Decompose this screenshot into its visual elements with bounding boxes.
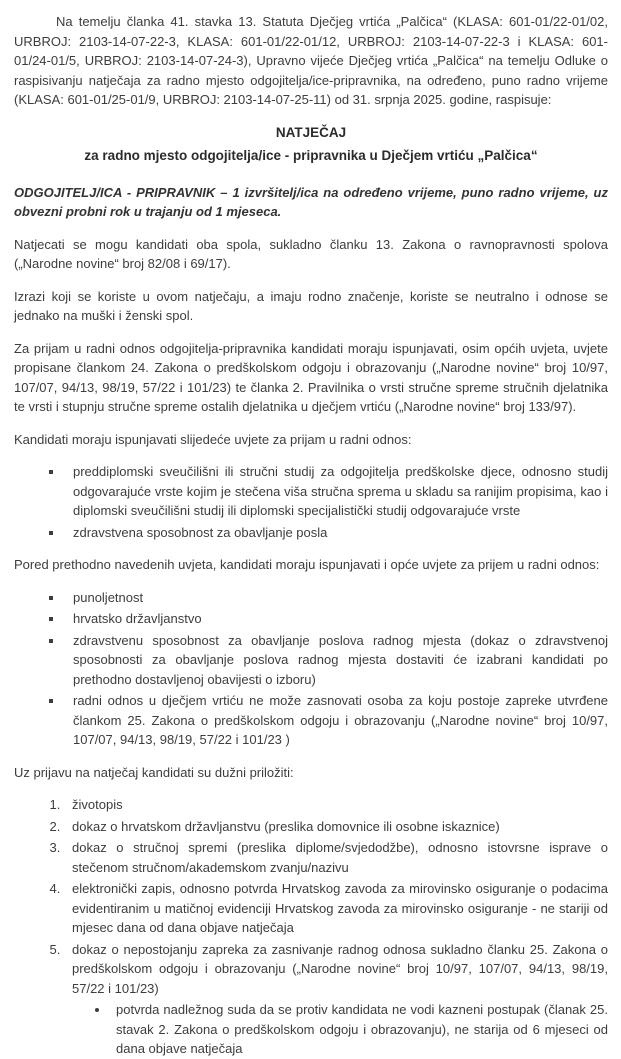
list-item: ▪ zdravstvenu sposobnost za obavljanje poslova radnog mjesta (dokaz o zdravstvenoj sposobnosti za obavljanje poslova radnog mjesta dostaviti će izabrani kandidati po prethodno dostavljenoj obavijesti o izboru)	[64, 631, 608, 690]
page-subtitle: za radno mjesto odgojitelja/ice - pripravnika u Dječjem vrtiću „Palčica“	[84, 148, 538, 163]
paragraph-conditions-reference: Za prijam u radni odnos odgojitelja-pripravnika kandidati moraju ispunjavati, osim općih uvjeta, uvjete propisane člankom 24. Zakona o predškolskom odgoju i obrazovanju („Narodne novine“ broj 10/97, 107/07, 94/13, 98/19, 57/22 i 101/23) te članka 2. Pravilnika o vrsti stručne spreme stručnih djelatnika te vrsti i stupnju stručne spreme ostalih djelatnika u dječjem vrtiću („Narodne novine“ broj 133/97).	[14, 340, 608, 414]
attachments-intro: Uz prijavu na natječaj kandidati su dužni priložiti:	[14, 764, 294, 780]
list-item	[64, 795, 608, 815]
list-item: ▪ preddiplomski sveučilišni ili stručni studij za odgojitelja predškolske djece, odnosno studij odgovarajuće vrste kojim je stečena viša stručna sprema u skladu sa ranijim propisima, kao i diplomski sveučilišni studij ili diplomski specijalistički studij odgovarajuće vrste	[64, 462, 608, 521]
list-item	[64, 817, 608, 837]
list-item	[64, 940, 608, 1059]
list-item: ▪ punoljetnost	[64, 588, 608, 608]
list-item-text: dokaz o hrvatskom državljanstvu (preslika domovnice ili osobne iskaznice)	[72, 818, 500, 834]
general-conditions-list	[14, 588, 608, 750]
list-item: ▪ zdravstvena sposobnost za obavljanje posla	[64, 523, 608, 543]
list-item	[64, 838, 608, 877]
list-item-text: dokaz o nepostojanju zapreka za zasnivanje radnog odnosa sukladno članku 25. Zakona o predškolskom odgoju i obrazovanju („Narodne novine“ broj 10/97, 107/07, 94/13, 98/19, 57/22 i 101/23)	[72, 941, 608, 996]
general-conditions-intro: Pored prethodno navedenih uvjeta, kandidati moraju ispunjavati i opće uvjete za prijem u radni odnos:	[14, 557, 600, 572]
list-item: • potvrda nadležnog suda da se protiv kandidata ne vodi kazneni postupak (članak 25. stavak 2. Zakona o predškolskom odgoju i obrazovanju), ne starija od 6 mjeseci od dana objave natječaja	[110, 1000, 608, 1059]
list-item-text: dokaz o stručnoj spremi (preslika diplome/svjedodžbe), odnosno istovrsne isprave o stečenom stručnom/akademskom zvanju/nazivu	[72, 840, 608, 875]
list-item-text: elektronički zapis, odnosno potvrda Hrvatskog zavoda za mirovinsko osiguranje o podacima evidentiranim u matičnoj evidenciji Hrvatskog zavoda za mirovinsko osiguranje - ne stariji od mjesec dana od dana objave natječaja	[72, 881, 608, 935]
list-item	[64, 879, 608, 938]
intro-paragraph: Na temelju članka 41. stavka 13. Statuta Dječjeg vrtića „Palčica“ (KLASA: 601-01/22-01/02, URBROJ: 2103-14-07-22-3, KLASA: 601-01/22-01/12, URBROJ: 2103-14-07-22-3 i KLASA: 601-01/24-01/5, URBROJ: 2103-14-07-24-3), Upravno vijeće Dječjeg vrtića „Palčica“ na temelju Odluke o raspisivanju natječaja za radno mjesto odgojitelja/ice-pripravnika, na određeno, puno radno vrijeme (KLASA: 601-01/25-01/9, URBROJ: 2103-14-07-25-11) od 31. srpnja 2025. godine, raspisuje:	[14, 14, 608, 107]
paragraph-gender-neutral-terms: Izrazi koji se koriste u ovom natječaju, a imaju rodno značenje, koriste se neutralno i odnose se jednako na muški i ženski spol.	[14, 288, 608, 323]
attachments-list	[14, 795, 608, 1059]
list-item: ▪ hrvatsko državljanstvo	[64, 609, 608, 629]
list-item: ▪ radni odnos u dječjem vrtiću ne može zasnovati osoba za koju postoje zapreke utvrđene člankom 25. Zakona o predškolskom odgoju i obrazovanju („Narodne novine“ broj 10/97, 107/07, 94/13, 98/19, 57/22 i 101/23 )	[64, 691, 608, 750]
paragraph-gender-equality: Natjecati se mogu kandidati oba spola, sukladno članku 13. Zakona o ravnopravnosti spolova („Narodne novine“ broj 82/08 i 69/17).	[14, 236, 608, 271]
special-conditions-list	[14, 462, 608, 542]
position-statement: ODGOJITELJ/ICA - PRIPRAVNIK – 1 izvršitelj/ica na određeno vrijeme, puno radno vrijeme, uz obvezni probni rok u trajanju od 1 mjeseca.	[14, 184, 608, 219]
page-title: NATJEČAJ	[275, 124, 347, 140]
list-item-text: životopis	[72, 797, 123, 812]
attachment-sub-list	[72, 1000, 608, 1059]
special-conditions-intro: Kandidati moraju ispunjavati slijedeće uvjete za prijam u radni odnos:	[14, 431, 412, 447]
